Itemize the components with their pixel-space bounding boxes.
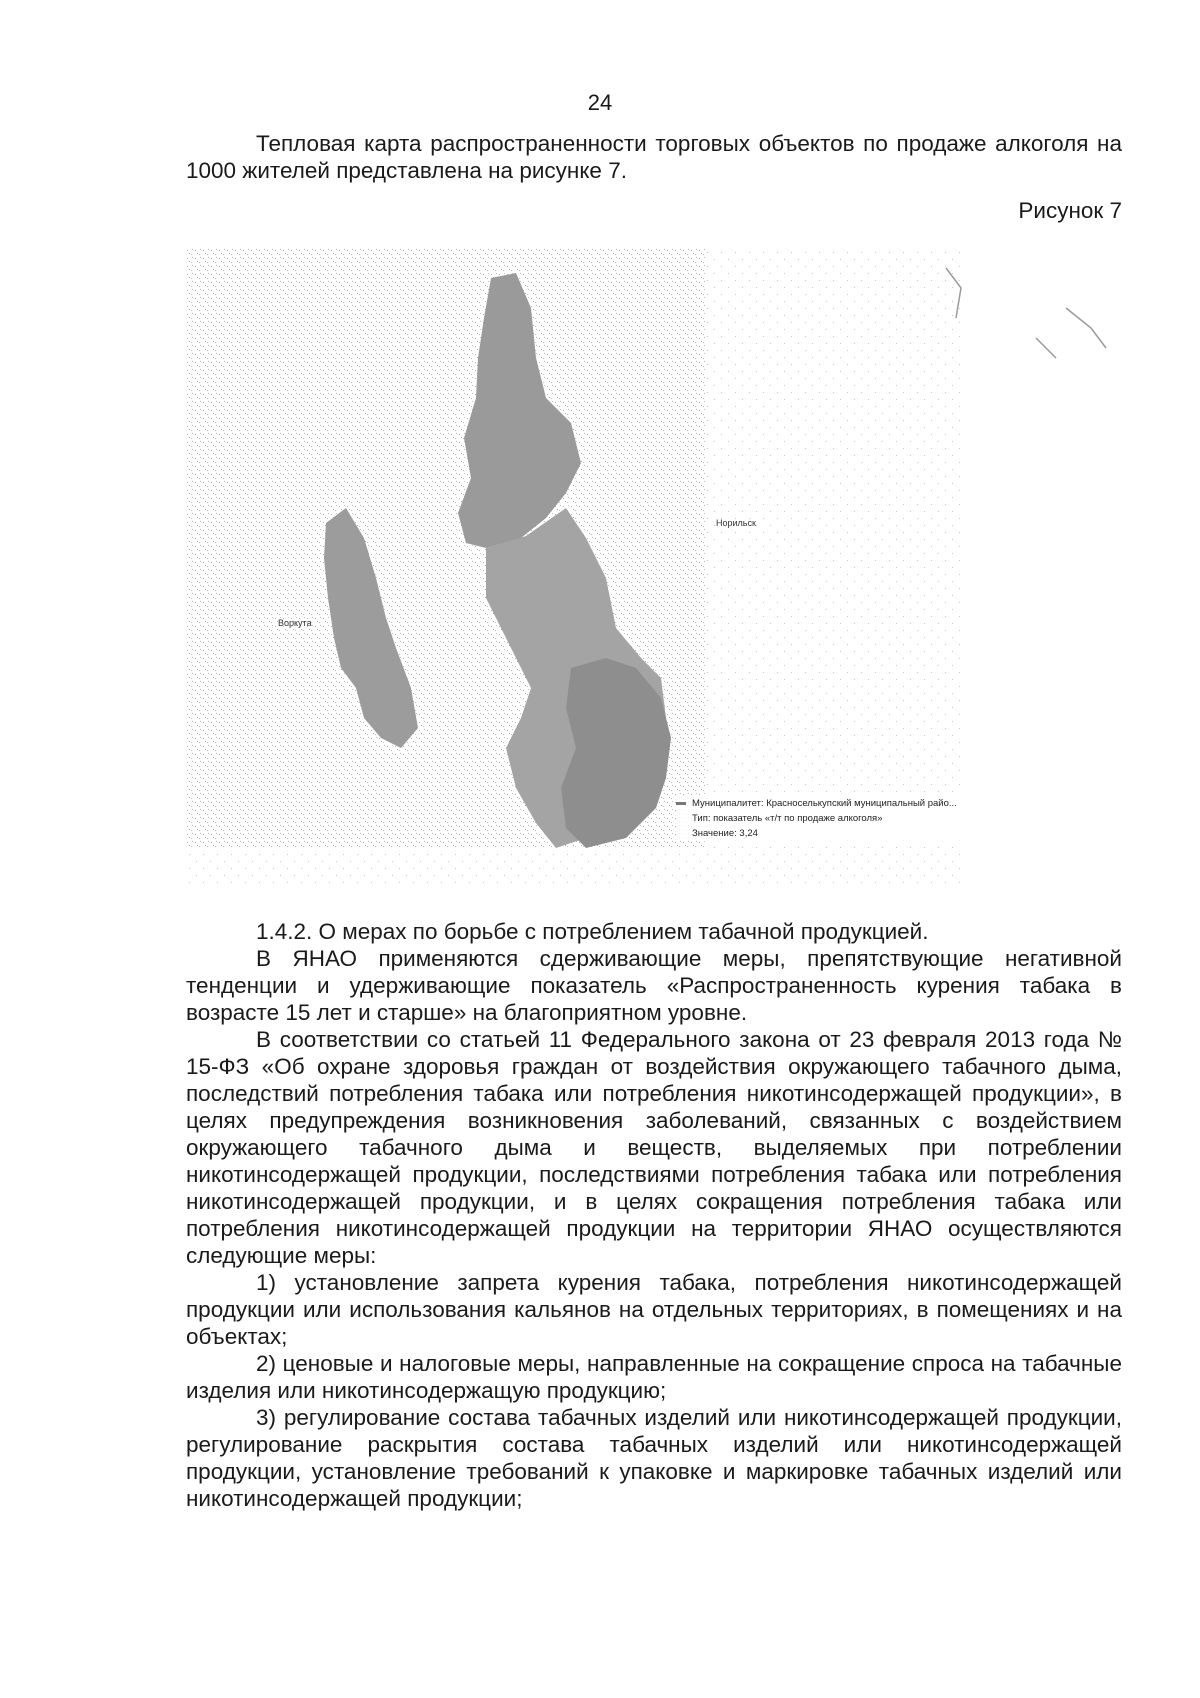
map-bottom-noise <box>186 848 966 888</box>
figure-label: Рисунок 7 <box>1018 198 1122 223</box>
body-text <box>186 918 1122 1512</box>
list-item-2: 2) ценовые и налоговые меры, направленные на сокращение спроса на табачные изделия или никотинсодержащую продукцию; <box>186 1351 1122 1403</box>
list-item-3: 3) регулирование состава табачных изделий или никотинсодержащей продукции, регулирование раскрытия состава табачных изделий или никотинсодержащей продукции, установление требований к упаковке и маркировке табачных изделий или никотинсодержащей продукции; <box>186 1405 1122 1511</box>
map-background-sparse <box>706 248 966 848</box>
paragraph-2: В соответствии со статьей 11 Федерального закона от 23 февраля 2013 года № 15-ФЗ «Об охране здоровья граждан от воздействия окружающего табачного дыма, последствий потребления табака или потребления никотинсодержащей продукции», в целях предупреждения возникновения заболеваний, связанных с воздействием окружающего табачного дыма и веществ, выделяемых при потреблении никотинсодержащей продукции, последствиями потребления табака или потребления никотинсодержащей продукции, и в целях сокращения потребления табака или потребления никотинсодержащей продукции на территории ЯНАО осуществляются следующие меры: <box>186 1027 1122 1268</box>
list-item-1: 1) установление запрета курения табака, потребления никотинсодержащей продукции или использования кальянов на отдельных территориях, в помещениях и на объектах; <box>186 1270 1122 1349</box>
heat-map-figure <box>186 248 1122 898</box>
section-heading: 1.4.2. О мерах по борьбе с потреблением табачной продукцией. <box>256 919 929 944</box>
legend-value: Значение: 3,24 <box>692 828 758 839</box>
city-label-vorkuta: Воркута <box>278 618 312 628</box>
intro-paragraph: Тепловая карта распространенности торговых объектов по продаже алкоголя на 1000 жителей представлена на рисунке 7. <box>186 131 1122 183</box>
legend-municipality-row <box>676 796 1036 811</box>
legend-dash-icon <box>676 802 686 805</box>
map-coastline-fragments <box>946 268 1106 358</box>
city-label-norilsk: Норильск <box>716 518 756 528</box>
intro-block <box>186 130 1122 184</box>
legend-municipality: Муниципалитет: Красноселькупский муниципальный райо... <box>692 798 957 809</box>
map-legend-popup <box>676 796 1036 841</box>
legend-type: Тип: показатель «т/т по продаже алкоголя» <box>692 813 883 824</box>
page-number: 24 <box>587 90 613 115</box>
paragraph-1: В ЯНАО применяются сдерживающие меры, препятствующие негативной тенденции и удерживающие показатель «Распространенность курения табака в возрасте 15 лет и старше» на благоприятном уровне. <box>186 946 1122 1025</box>
